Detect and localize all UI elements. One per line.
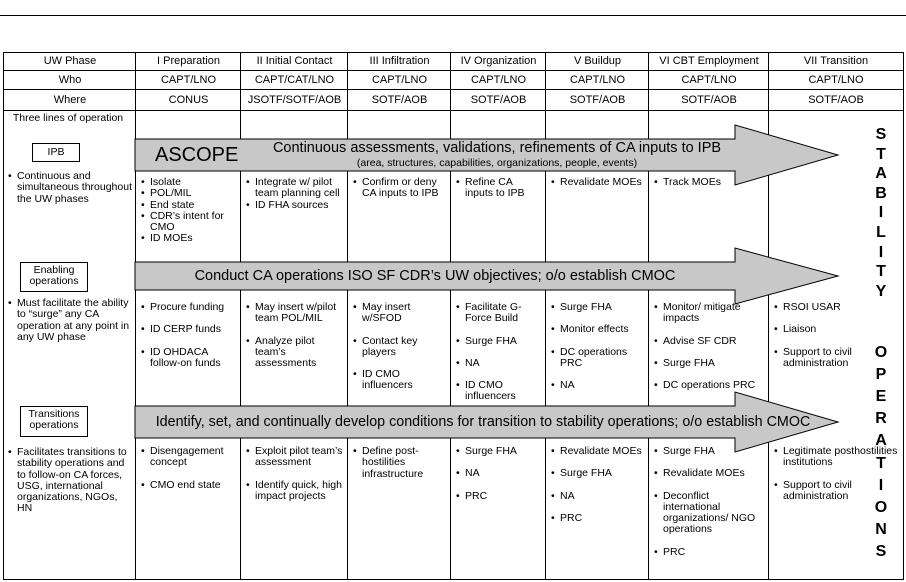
transition-phase-cell <box>456 446 543 502</box>
bullet-item: • Confirm or deny CA inputs to IPB <box>353 177 448 200</box>
vertical-letter: I <box>878 243 884 261</box>
header-cell: CONUS <box>168 94 209 106</box>
header-cell: III Infiltration <box>369 55 430 67</box>
bullet-item: • Facilitate G-Force Build <box>456 302 543 325</box>
vertical-letter: A <box>875 165 887 183</box>
bullet-item: • CDR’s intent for CMO <box>141 211 238 234</box>
bullet-item: • RSOI USAR <box>774 302 900 313</box>
header-cell: CAPT/LNO <box>470 74 526 86</box>
transition-phase-cell <box>551 446 646 524</box>
header-cell: SOTF/AOB <box>569 94 626 106</box>
bullet-item: • Surge FHA <box>456 446 543 457</box>
bullet-item: • ID CERP funds <box>141 324 238 335</box>
vertical-letter: E <box>875 388 887 406</box>
enabling-phase-cell <box>141 302 238 369</box>
header-cell: I Preparation <box>157 55 220 67</box>
header-cell: CAPT/LNO <box>569 74 625 86</box>
header-cell: VII Transition <box>803 55 869 67</box>
ipb-arrow-subtext: (area, structures, capabilities, organizations, people, events) <box>356 157 638 169</box>
enabling-phase-cell <box>353 302 448 392</box>
transition-phase-cell <box>353 446 448 480</box>
enabling-phase-cell <box>654 302 766 391</box>
three-lines-label: Three lines of operation <box>12 112 124 124</box>
bullet-item: • Identify quick, high impact projects <box>246 480 345 503</box>
ascope-label: ASCOPE <box>155 144 239 166</box>
ipb-arrow-text: Continuous assessments, validations, refinements of CA inputs to IPB <box>272 140 722 156</box>
header-cell: SOTF/AOB <box>681 94 737 106</box>
bullet-item: • Surge FHA <box>551 468 646 479</box>
enabling-phase-cell <box>246 302 345 369</box>
bullet-item: • PRC <box>456 491 543 502</box>
header-cell: VI CBT Employment <box>659 55 759 67</box>
header-cell: CAPT/CAT/LNO <box>254 74 335 86</box>
bullet-item: • Refine CA inputs to IPB <box>456 177 543 200</box>
bullet-item: • End state <box>141 200 238 211</box>
header-cell: CAPT/LNO <box>808 74 864 86</box>
header-cell: Who <box>58 74 82 86</box>
table-lines <box>4 53 904 580</box>
bullet-item: • Track MOEs <box>654 177 766 188</box>
vertical-letter: R <box>875 410 887 428</box>
vertical-letter: T <box>876 145 886 163</box>
header-cell: Where <box>53 94 87 106</box>
header-cell: II Initial Contact <box>256 55 333 67</box>
bullet-item: • Revalidate MOEs <box>551 177 646 188</box>
bullet-item: • Surge FHA <box>551 302 646 313</box>
ipb-box: IPB <box>32 143 80 162</box>
ipb-phase-cell <box>456 177 543 200</box>
vertical-letter: P <box>875 366 887 384</box>
ipb-note: • Continuous and simultaneous throughout the UW phases <box>8 171 132 205</box>
bullet-item: • May insert w/pilot team POL/MIL <box>246 302 345 325</box>
bullet-item: • Define post-hostilities infrastructure <box>353 446 448 480</box>
bullet-item: • PRC <box>654 547 766 558</box>
bullet-item: • ID MOEs <box>141 233 238 244</box>
transition-phase-cell <box>654 446 766 558</box>
vertical-letter: S <box>875 126 887 143</box>
ipb-phase-cell <box>353 177 448 200</box>
vertical-letter: T <box>876 263 886 281</box>
enabling-phase-cell <box>456 302 543 403</box>
enabling-arrow-text: Conduct CA operations ISO SF CDR’s UW objectives; o/o establish CMOC <box>194 268 676 284</box>
bullet-item: • Integrate w/ pilot team planning cell <box>246 177 345 200</box>
transitions-note: • Facilitates transitions to stability operations and to follow-on CA forces, USG, international organizations, NGOs, HN <box>8 447 132 515</box>
ipb-phase-cell <box>551 177 646 188</box>
bullet-item: • Support to civil administration <box>774 347 900 370</box>
bullet-item: • Monitor effects <box>551 324 646 335</box>
vertical-letter: T <box>876 454 886 472</box>
bullet-item: • Liaison <box>774 324 900 335</box>
bullet-item: • Deconflict international organizations/ NGO operations <box>654 491 766 536</box>
header-cell: CAPT/LNO <box>160 74 216 86</box>
vertical-letter: A <box>875 432 887 450</box>
enabling-phase-cell <box>551 302 646 391</box>
bullet-item: • Exploit pilot team’s assessment <box>246 446 345 469</box>
bullet-item: • Analyze pilot team’s assessments <box>246 336 345 370</box>
bullet-item: • DC operations PRC <box>654 380 766 391</box>
bullet-item: • Support to civil administration <box>774 480 900 503</box>
bullet-item: • Procure funding <box>141 302 238 313</box>
header-cell: SOTF/AOB <box>808 94 864 106</box>
bullet-item: • PRC <box>551 513 646 524</box>
header-cell: JSOTF/SOTF/AOB <box>247 94 342 106</box>
enabling-box: Enabling operations <box>20 262 88 292</box>
bullet-item: • ID FHA sources <box>246 200 345 211</box>
bullet-item: • Revalidate MOEs <box>551 446 646 457</box>
enabling-note: • Must facilitate the ability to “surge” any CA operation at any point in any UW phase <box>8 298 132 343</box>
vertical-letter: B <box>875 184 887 202</box>
bullet-item: • Contact key players <box>353 336 448 359</box>
bullet-item: • Advise SF CDR <box>654 336 766 347</box>
bullet-item: • Monitor/ mitigate impacts <box>654 302 766 325</box>
bullet-item: • Surge FHA <box>654 446 766 457</box>
vertical-letter: S <box>875 542 887 560</box>
ipb-phase-cell <box>246 177 345 211</box>
vertical-letter: O <box>874 498 888 516</box>
transition-arrow-text: Identify, set, and continually develop conditions for transition to stability operations; o/o establish CMOC <box>155 414 811 430</box>
vertical-letter: I <box>878 476 884 494</box>
bullet-item: • Revalidate MOEs <box>654 468 766 479</box>
bullet-item: • Legitimate posthostilities institutions <box>774 446 900 469</box>
bullet-item: • NA <box>551 491 646 502</box>
bullet-item: • ID CMO influencers <box>456 380 543 403</box>
bullet-item: • Surge FHA <box>654 358 766 369</box>
bullet-item: • ID CMO influencers <box>353 369 448 392</box>
ipb-phase-cell <box>654 177 766 188</box>
header-cell: V Buildup <box>573 55 622 67</box>
header-cell: IV Organization <box>460 55 537 67</box>
bullet-item: • Surge FHA <box>456 336 543 347</box>
bullet-item: • POL/MIL <box>141 188 238 199</box>
header-cell: CAPT/LNO <box>371 74 427 86</box>
bullet-item: • Disengagement concept <box>141 446 238 469</box>
bullet-item: • CMO end state <box>141 480 238 491</box>
vertical-letter: L <box>876 224 886 241</box>
header-cell: SOTF/AOB <box>371 94 428 106</box>
bullet-item: • May insert w/SFOD <box>353 302 448 325</box>
ipb-phase-cell <box>141 177 238 245</box>
vertical-letter: I <box>878 204 884 222</box>
header-cell: UW Phase <box>43 55 97 67</box>
vertical-letter: Y <box>875 282 887 300</box>
header-cell: SOTF/AOB <box>470 94 527 106</box>
vertical-letter: N <box>875 520 887 538</box>
transition-phase-cell <box>246 446 345 502</box>
bullet-item: • NA <box>456 468 543 479</box>
bullet-item: • NA <box>551 380 646 391</box>
transitions-box: Transitions operations <box>20 406 88 437</box>
bullet-item: • NA <box>456 358 543 369</box>
header-cell: CAPT/LNO <box>681 74 737 86</box>
bullet-item: • DC operations PRC <box>551 347 646 370</box>
bullet-item: • Isolate <box>141 177 238 188</box>
transition-phase-cell <box>141 446 238 491</box>
vertical-letter: O <box>874 344 888 361</box>
bullet-item: • ID OHDACA follow-on funds <box>141 347 238 370</box>
